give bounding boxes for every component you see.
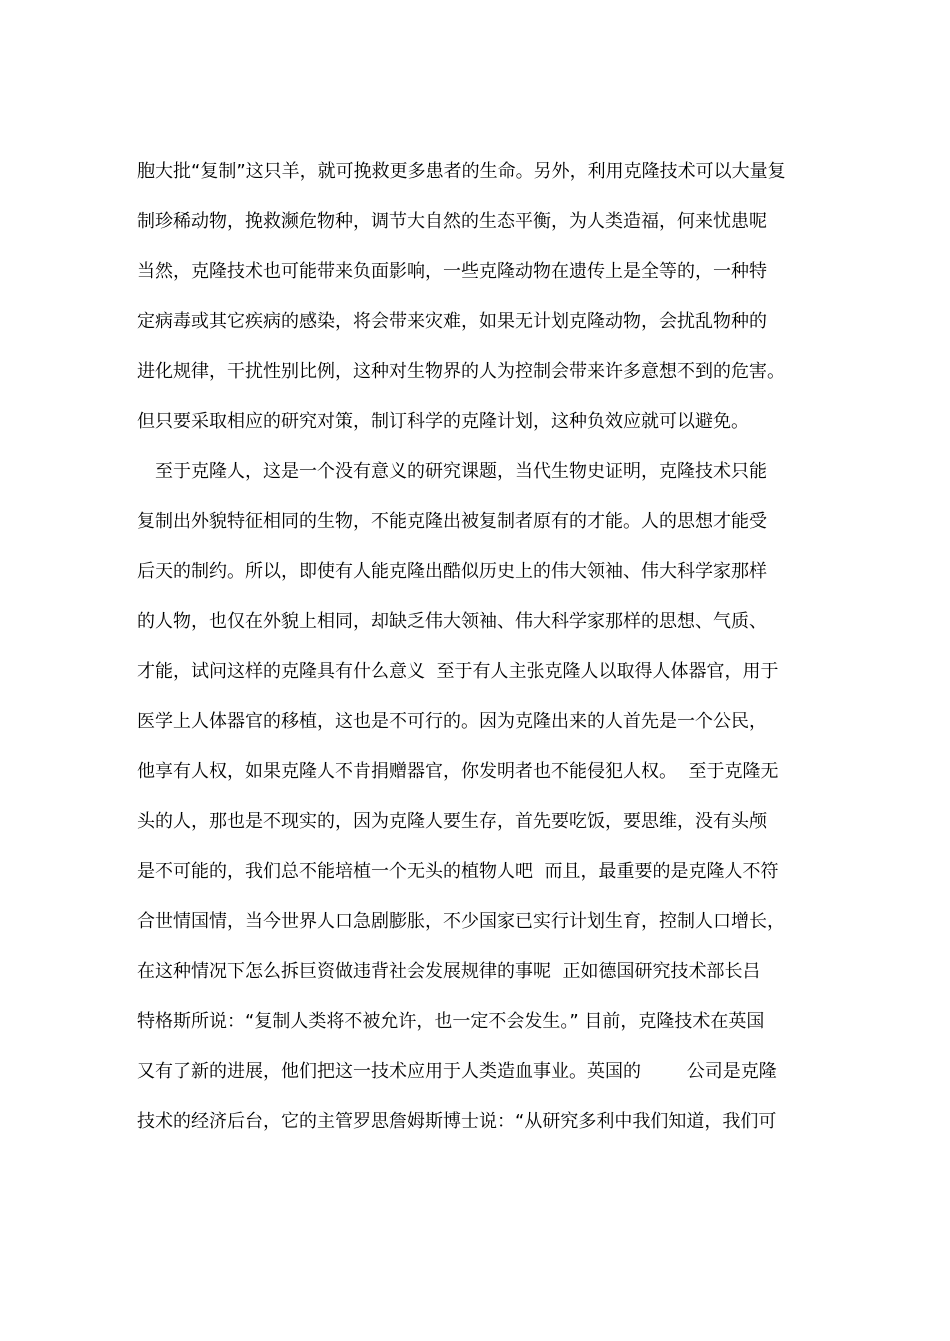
text-line: 至于克隆人，这是一个没有意义的研究课题，当代生物史证明，克隆技术只能 xyxy=(137,461,767,482)
text-line: 又有了新的进展，他们把这一技术应用于人类造血事业。英国的 公司是克隆 xyxy=(137,1061,777,1082)
text-line: 当然，克隆技术也可能带来负面影响，一些克隆动物在遗传上是全等的，一种特 xyxy=(137,261,767,282)
text-line: 复制出外貌特征相同的生物，不能克隆出被复制者原有的才能。人的思想才能受 xyxy=(137,511,767,532)
text-line: 胞大批“复制”这只羊，就可挽救更多患者的生命。另外，利用克隆技术可以大量复 xyxy=(137,161,786,182)
body-text xyxy=(137,147,827,1147)
text-line: 制珍稀动物，挽救濒危物种，调节大自然的生态平衡，为人类造福，何来忧患呢 xyxy=(137,211,767,232)
text-line: 医学上人体器官的移植，这也是不可行的。因为克隆出来的人首先是一个公民， xyxy=(137,711,767,732)
text-line: 才能，试问这样的克隆具有什么意义 至于有人主张克隆人以取得人体器官，用于 xyxy=(137,661,779,682)
text-line: 后天的制约。所以，即使有人能克隆出酷似历史上的伟大领袖、伟大科学家那样 xyxy=(137,561,767,582)
text-line: 合世情国情，当今世界人口急剧膨胀，不少国家已实行计划生育，控制人口增长， xyxy=(137,911,785,932)
text-line: 但只要采取相应的研究对策，制订科学的克隆计划，这种负效应就可以避免。 xyxy=(137,411,749,432)
text-line: 进化规律，干扰性别比例，这种对生物界的人为控制会带来许多意想不到的危害。 xyxy=(137,361,785,382)
text-line: 特格斯所说：“复制人类将不被允许，也一定不会发生。” 目前，克隆技术在英国 xyxy=(137,1011,765,1032)
text-line: 的人物，也仅在外貌上相同，却缺乏伟大领袖、伟大科学家那样的思想、气质、 xyxy=(137,611,767,632)
text-line: 技术的经济后台，它的主管罗思詹姆斯博士说：“从研究多利中我们知道，我们可 xyxy=(137,1111,777,1132)
text-line: 头的人，那也是不现实的，因为克隆人要生存，首先要吃饭，要思维，没有头颅 xyxy=(137,811,767,832)
text-line: 他享有人权，如果克隆人不肯捐赠器官，你发明者也不能侵犯人权。 至于克隆无 xyxy=(137,761,779,782)
text-line: 是不可能的，我们总不能培植一个无头的植物人吧 而且，最重要的是克隆人不符 xyxy=(137,861,779,882)
text-line: 在这种情况下怎么拆巨资做违背社会发展规律的事呢 正如德国研究技术部长吕 xyxy=(137,961,761,982)
text-line: 定病毒或其它疾病的感染，将会带来灾难，如果无计划克隆动物，会扰乱物种的 xyxy=(137,311,767,332)
